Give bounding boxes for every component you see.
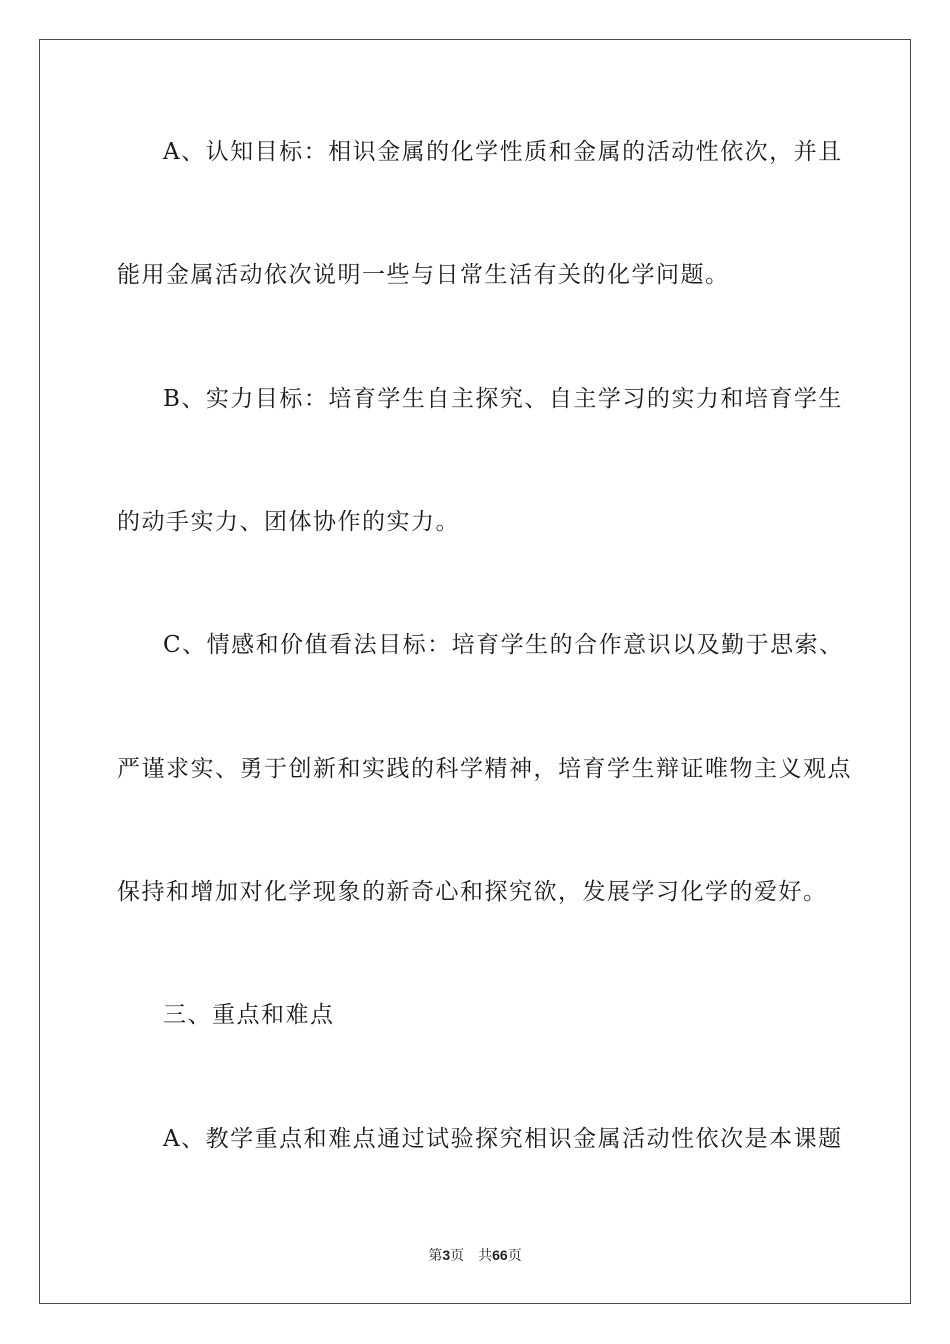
paragraph-line-emotion-goal: C、情感和价值看法目标：培育学生的合作意识以及勤于思索、 xyxy=(163,632,844,658)
page-footer xyxy=(0,1246,950,1265)
paragraph-line-emotion-goal-cont2: 保持和增加对化学现象的新奇心和探究欲，发展学习化学的爱好。 xyxy=(117,879,828,905)
footer-total-suffix: 页 xyxy=(507,1248,522,1264)
footer-total-prefix: 共 xyxy=(478,1248,493,1264)
paragraph-line-teaching-focus: A、教学重点和难点通过试验探究相识金属活动性依次是本课题 xyxy=(163,1126,843,1152)
footer-page-suffix: 页 xyxy=(450,1248,465,1264)
footer-total-pages: 66 xyxy=(492,1247,508,1263)
paragraph-line-ability-goal-cont: 的动手实力、团体协作的实力。 xyxy=(117,509,460,535)
footer-page-prefix: 第 xyxy=(428,1248,443,1264)
paragraph-line-emotion-goal-cont1: 严谨求实、勇于创新和实践的科学精神，培育学生辩证唯物主义观点 xyxy=(117,756,852,782)
footer-page-number: 3 xyxy=(442,1247,451,1263)
page-border xyxy=(39,39,911,1304)
paragraph-line-cognitive-goal-cont: 能用金属活动依次说明一些与日常生活有关的化学问题。 xyxy=(117,262,730,288)
section-heading-key-points: 三、重点和难点 xyxy=(163,1002,335,1028)
paragraph-line-cognitive-goal: A、认知目标：相识金属的化学性质和金属的活动性依次，并且 xyxy=(163,139,843,165)
paragraph-line-ability-goal: B、实力目标：培育学生自主探究、自主学习的实力和培育学生 xyxy=(163,386,843,412)
